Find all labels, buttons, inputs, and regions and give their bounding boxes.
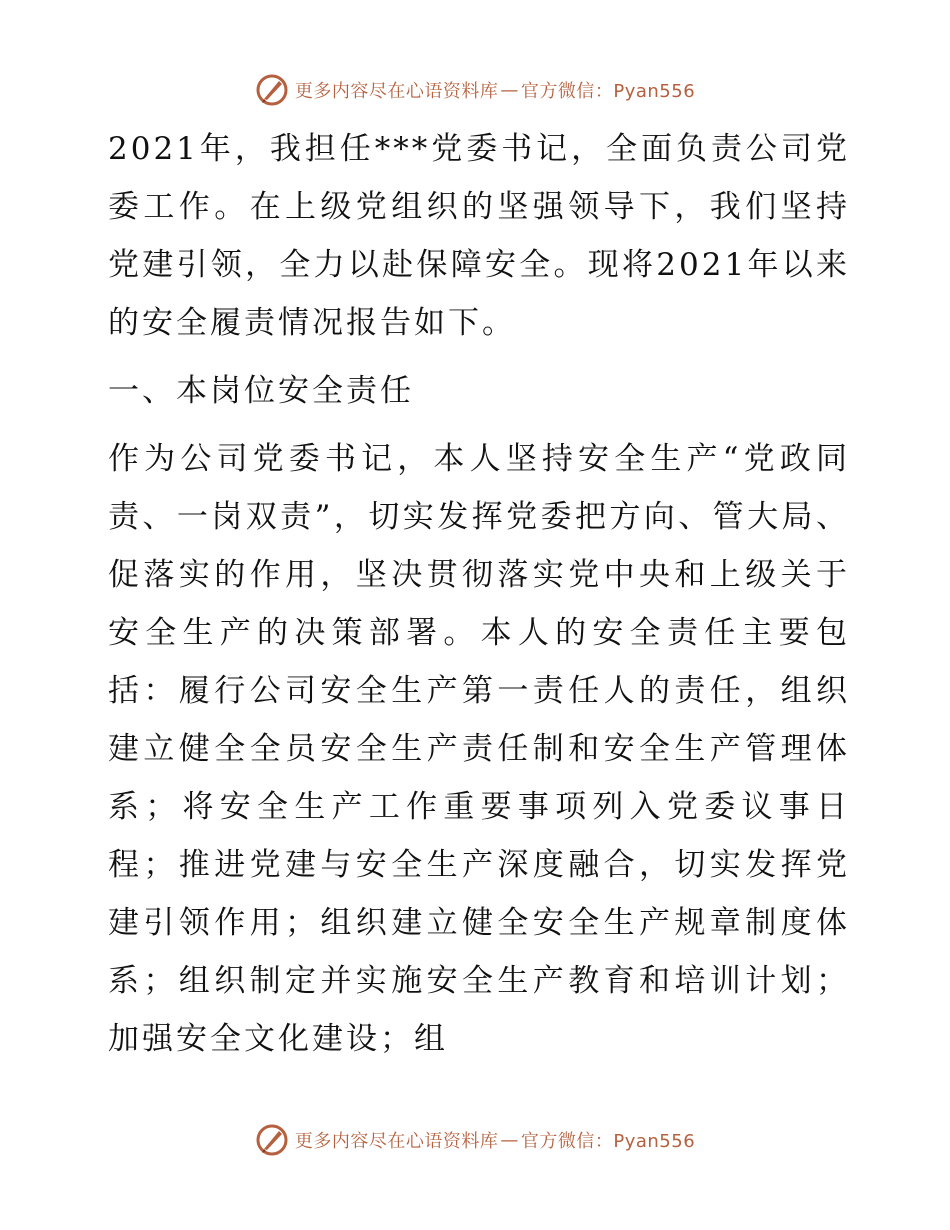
section-heading: 一、本岗位安全责任 bbox=[108, 373, 414, 409]
watermark-wechat: 官方微信：Pyan556 bbox=[520, 1131, 696, 1152]
footer-watermark bbox=[0, 1120, 950, 1160]
header-watermark bbox=[0, 70, 950, 110]
paragraph-responsibilities: 作为公司党委书记，本人坚持安全生产“党政同责、一岗双责”，切实发挥党委把方向、管大局、促落实的作用，坚决贯彻落实党中央和上级关于安全生产的决策部署。本人的安全责任主要包括：履行公司安全生产第一责任人的责任，组织建立健全全员安全生产责任制和安全生产管理体系；将安全生产工作重要事项列入党委议事日程；推进党建与安全生产深度融合，切实发挥党建引领作用；组织建立健全安全生产规章制度体系；组织制定并实施安全生产教育和培训计划；加强安全文化建设；组 bbox=[108, 441, 850, 1057]
watermark-text: 更多内容尽在心语资料库 bbox=[294, 1131, 499, 1152]
watermark-dash: — bbox=[500, 79, 519, 101]
quill-logo-icon bbox=[255, 1123, 289, 1157]
watermark-dash: — bbox=[500, 1129, 519, 1151]
document-body bbox=[98, 120, 850, 1068]
quill-logo-icon bbox=[255, 73, 289, 107]
watermark-text: 更多内容尽在心语资料库 bbox=[294, 81, 499, 102]
watermark-wechat: 官方微信：Pyan556 bbox=[520, 81, 696, 102]
paragraph-intro: 2021年，我担任***党委书记，全面负责公司党委工作。在上级党组织的坚强领导下，我们坚持党建引领，全力以赴保障安全。现将2021年以来的安全履责情况报告如下。 bbox=[108, 131, 850, 341]
